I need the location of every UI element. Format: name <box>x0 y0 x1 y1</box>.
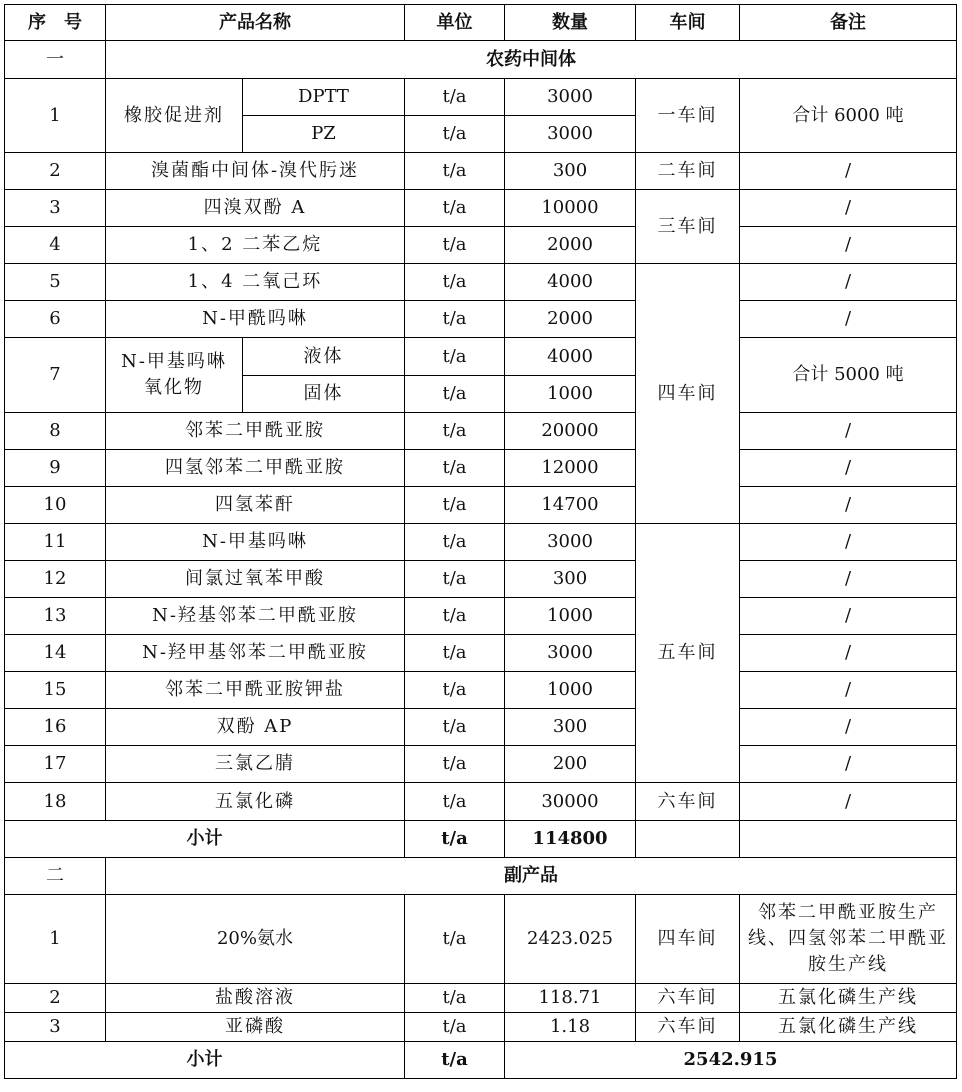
unit: t/a <box>405 338 505 376</box>
product-name: 20%氨水 <box>106 895 405 984</box>
unit: t/a <box>405 598 505 635</box>
workshop: 六车间 <box>636 1013 740 1042</box>
row-number: 1 <box>5 79 106 153</box>
table-row <box>5 301 957 338</box>
remark: 合计 6000 吨 <box>740 79 957 153</box>
workshop: 六车间 <box>636 984 740 1013</box>
quantity: 1.18 <box>505 1013 636 1042</box>
table-row <box>5 746 957 783</box>
quantity: 1000 <box>505 598 636 635</box>
row-number: 15 <box>5 672 106 709</box>
section-number: 一 <box>5 41 106 79</box>
row-number: 7 <box>5 338 106 413</box>
remark: / <box>740 264 957 301</box>
product-name: 1、2 二苯乙烷 <box>106 227 405 264</box>
unit: t/a <box>405 264 505 301</box>
product-name: 五氯化磷 <box>106 783 405 821</box>
row-number: 16 <box>5 709 106 746</box>
quantity: 300 <box>505 709 636 746</box>
subtotal-unit: t/a <box>405 821 505 858</box>
quantity: 4000 <box>505 264 636 301</box>
quantity: 12000 <box>505 450 636 487</box>
table-row <box>5 338 957 376</box>
remark: / <box>740 487 957 524</box>
table-row <box>5 153 957 190</box>
table-row <box>5 1013 957 1042</box>
header-seq: 序 号 <box>5 5 106 41</box>
row-number: 9 <box>5 450 106 487</box>
subtotal-row <box>5 1042 957 1079</box>
subtotal-qty: 2542.915 <box>505 1042 957 1079</box>
table-row <box>5 598 957 635</box>
row-number: 4 <box>5 227 106 264</box>
product-name: N-羟甲基邻苯二甲酰亚胺 <box>106 635 405 672</box>
product-name: 四溴双酚 A <box>106 190 405 227</box>
unit: t/a <box>405 635 505 672</box>
unit: t/a <box>405 227 505 264</box>
remark: / <box>740 783 957 821</box>
product-name: 间氯过氧苯甲酸 <box>106 561 405 598</box>
quantity: 2000 <box>505 301 636 338</box>
quantity: 30000 <box>505 783 636 821</box>
row-number: 5 <box>5 264 106 301</box>
subtotal-unit: t/a <box>405 1042 505 1079</box>
row-number: 3 <box>5 190 106 227</box>
unit: t/a <box>405 524 505 561</box>
unit: t/a <box>405 79 505 116</box>
workshop: 四车间 <box>636 264 740 524</box>
header-remark: 备注 <box>740 5 957 41</box>
remark: / <box>740 413 957 450</box>
product-name: 橡胶促进剂 <box>106 79 243 153</box>
quantity: 3000 <box>505 79 636 116</box>
product-subtype: DPTT <box>243 79 405 116</box>
remark: / <box>740 561 957 598</box>
unit: t/a <box>405 153 505 190</box>
quantity: 14700 <box>505 487 636 524</box>
remark: / <box>740 153 957 190</box>
section-header-row <box>5 41 957 79</box>
row-number: 10 <box>5 487 106 524</box>
section-number: 二 <box>5 858 106 895</box>
quantity: 300 <box>505 561 636 598</box>
quantity: 200 <box>505 746 636 783</box>
unit: t/a <box>405 561 505 598</box>
empty-cell <box>636 821 740 858</box>
product-name: N-甲酰吗啉 <box>106 301 405 338</box>
remark: / <box>740 524 957 561</box>
unit: t/a <box>405 783 505 821</box>
section-header-row <box>5 858 957 895</box>
workshop: 六车间 <box>636 783 740 821</box>
table-row <box>5 672 957 709</box>
unit: t/a <box>405 413 505 450</box>
product-name: N-甲基吗啉 <box>106 524 405 561</box>
workshop: 二车间 <box>636 153 740 190</box>
empty-cell <box>740 821 957 858</box>
row-number: 1 <box>5 895 106 984</box>
remark: / <box>740 450 957 487</box>
row-number: 18 <box>5 783 106 821</box>
table-row <box>5 79 957 116</box>
unit: t/a <box>405 450 505 487</box>
quantity: 300 <box>505 153 636 190</box>
remark: / <box>740 227 957 264</box>
remark: / <box>740 635 957 672</box>
quantity: 4000 <box>505 338 636 376</box>
workshop: 四车间 <box>636 895 740 984</box>
product-name: 亚磷酸 <box>106 1013 405 1042</box>
product-name: 1、4 二氧己环 <box>106 264 405 301</box>
remark: / <box>740 598 957 635</box>
row-number: 12 <box>5 561 106 598</box>
table-row <box>5 450 957 487</box>
remark: / <box>740 672 957 709</box>
workshop: 五车间 <box>636 524 740 783</box>
subtotal-row <box>5 821 957 858</box>
quantity: 10000 <box>505 190 636 227</box>
row-number: 2 <box>5 984 106 1013</box>
table-row <box>5 561 957 598</box>
unit: t/a <box>405 895 505 984</box>
remark: / <box>740 746 957 783</box>
product-name: 双酚 AP <box>106 709 405 746</box>
table-row <box>5 524 957 561</box>
product-name: 盐酸溶液 <box>106 984 405 1013</box>
remark: 五氯化磷生产线 <box>740 1013 957 1042</box>
unit: t/a <box>405 301 505 338</box>
table-row <box>5 227 957 264</box>
row-number: 17 <box>5 746 106 783</box>
table-row <box>5 984 957 1013</box>
product-table <box>4 4 957 1079</box>
table-row <box>5 190 957 227</box>
product-name: 邻苯二甲酰亚胺钾盐 <box>106 672 405 709</box>
product-subtype: 固体 <box>243 376 405 413</box>
subtotal-qty: 114800 <box>505 821 636 858</box>
row-number: 13 <box>5 598 106 635</box>
subtotal-label: 小计 <box>5 1042 405 1079</box>
table-row <box>5 895 957 984</box>
unit: t/a <box>405 672 505 709</box>
header-row <box>5 5 957 41</box>
product-subtype: PZ <box>243 116 405 153</box>
quantity: 1000 <box>505 672 636 709</box>
workshop: 一车间 <box>636 79 740 153</box>
unit: t/a <box>405 1013 505 1042</box>
row-number: 6 <box>5 301 106 338</box>
unit: t/a <box>405 190 505 227</box>
product-name: 四氢邻苯二甲酰亚胺 <box>106 450 405 487</box>
quantity: 3000 <box>505 116 636 153</box>
row-number: 3 <box>5 1013 106 1042</box>
product-name: N-羟基邻苯二甲酰亚胺 <box>106 598 405 635</box>
remark: / <box>740 190 957 227</box>
row-number: 2 <box>5 153 106 190</box>
product-name: 四氢苯酐 <box>106 487 405 524</box>
quantity: 118.71 <box>505 984 636 1013</box>
unit: t/a <box>405 984 505 1013</box>
table-row <box>5 635 957 672</box>
unit: t/a <box>405 709 505 746</box>
header-workshop: 车间 <box>636 5 740 41</box>
row-number: 11 <box>5 524 106 561</box>
workshop: 三车间 <box>636 190 740 264</box>
table-row <box>5 709 957 746</box>
unit: t/a <box>405 746 505 783</box>
quantity: 2423.025 <box>505 895 636 984</box>
product-subtype: 液体 <box>243 338 405 376</box>
quantity: 3000 <box>505 635 636 672</box>
table-row <box>5 413 957 450</box>
quantity: 1000 <box>505 376 636 413</box>
unit: t/a <box>405 376 505 413</box>
table-row <box>5 783 957 821</box>
header-name: 产品名称 <box>106 5 405 41</box>
unit: t/a <box>405 116 505 153</box>
header-unit: 单位 <box>405 5 505 41</box>
subtotal-label: 小计 <box>5 821 405 858</box>
remark: / <box>740 301 957 338</box>
quantity: 20000 <box>505 413 636 450</box>
header-qty: 数量 <box>505 5 636 41</box>
product-name: 三氯乙腈 <box>106 746 405 783</box>
remark: 五氯化磷生产线 <box>740 984 957 1013</box>
remark: 邻苯二甲酰亚胺生产线、四氢邻苯二甲酰亚胺生产线 <box>740 895 957 984</box>
remark: 合计 5000 吨 <box>740 338 957 413</box>
product-name: 溴菌酯中间体-溴代肟迷 <box>106 153 405 190</box>
section-title: 农药中间体 <box>106 41 957 79</box>
row-number: 14 <box>5 635 106 672</box>
section-title: 副产品 <box>106 858 957 895</box>
remark: / <box>740 709 957 746</box>
row-number: 8 <box>5 413 106 450</box>
product-name: 邻苯二甲酰亚胺 <box>106 413 405 450</box>
quantity: 3000 <box>505 524 636 561</box>
table-row <box>5 487 957 524</box>
quantity: 2000 <box>505 227 636 264</box>
unit: t/a <box>405 487 505 524</box>
product-name: N-甲基吗啉氧化物 <box>106 338 243 413</box>
table-row <box>5 264 957 301</box>
